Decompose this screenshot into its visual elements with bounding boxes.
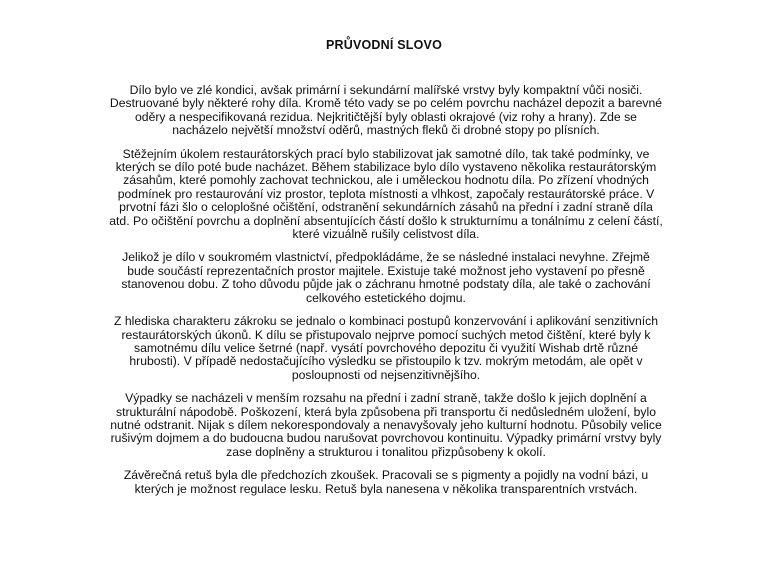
- paragraph-retouch: Závěrečná retuš byla dle předchozích zkoušek. Pracovali se s pigmenty a pojidly na vodní bázi, u kterých je možnost regulace lesku. Retuš byla nanesena v několika transparentních vrstvách.: [123, 468, 649, 496]
- paragraph-condition: Dílo bylo ve zlé kondici, avšak primární i sekundární malířské vrstvy byly kompaktní vůči nosiči. Destruované byly některé rohy díla. Kromě této vady se po celém povrchu nacházel depozit a barevné oděry a nespecifikovaná rezidua. Nejkritičtější byly oblasti okrajové (viz rohy a hrany). Zde se nacházelo největší množství oděrů, mastných fleků či drobné stopy po plísních.: [109, 83, 663, 138]
- document-body: [108, 84, 664, 506]
- paragraph-ownership: Jelikož je dílo v soukromém vlastnictví, předpokládáme, že se následné instalaci nevyhne. Zřejmě bude součástí reprezentačních prostor majitele. Existuje také možnost jeho vystavení po přesně stanovenou dobu. Z toho důvodu půjde jak o záchranu hmotné podstaty díla, ale také o zachování celkového estetického dojmu.: [121, 250, 651, 305]
- paragraph-losses: Výpadky se nacházeli v menším rozsahu na přední i zadní straně, takže došlo k jejich doplnění a strukturální nápodobě. Poškození, která byla způsobena při transportu či nedůsledném uložení, bylo nutné odstranit. Nijak s dílem nekorespondovaly a nenavyšovaly jeho kulturní hodnotu. Působily velice rušivým dojmem a do budoucna budou narušovat povrchovou kontinuitu. Výpadky primární vrstvy byly zase doplněny a strukturou i tonalitou přizpůsobeny k okolí.: [110, 391, 662, 459]
- page-title: PRŮVODNÍ SLOVO: [325, 38, 442, 52]
- paragraph-methods: Z hlediska charakteru zákroku se jednalo o kombinaci postupů konzervování i aplikování senzitivních restaurátorských úkonů. K dílu se přistupovalo nejprve pomocí suchých metod čištění, které byly k samotnému dílu velice šetrné (např. vysátí povrchového depozitu či využití Wishab drtě různé hrubosti). V případě nedostačujícího výsledku se přistoupilo k tzv. mokrým metodám, ale opět v posloupnosti od nejsenzitivnějšího.: [114, 314, 658, 382]
- paragraph-restoration-tasks: Stěžejním úkolem restaurátorských prací bylo stabilizovat jak samotné dílo, tak také podmínky, ve kterých se dílo poté bude nacházet. Během stabilizace bylo dílo vystaveno několika restaurátorským zásahům, které pomohly zachovat technickou, ale i uměleckou hodnotu díla. Po zřízení vhodných podmínek pro restaurování viz prostor, teplota místnosti a vlhkost, započaly restaurátorské práce. V prvotní fázi šlo o celoplošné očištění, odstranění sekundárních zásahů na přední i zadní straně díla atd. Po očištění povrchu a doplnění absentujících částí došlo k strukturnímu a tonálnímu z celení částí, které vizuálně rušily celistvost díla.: [109, 146, 663, 242]
